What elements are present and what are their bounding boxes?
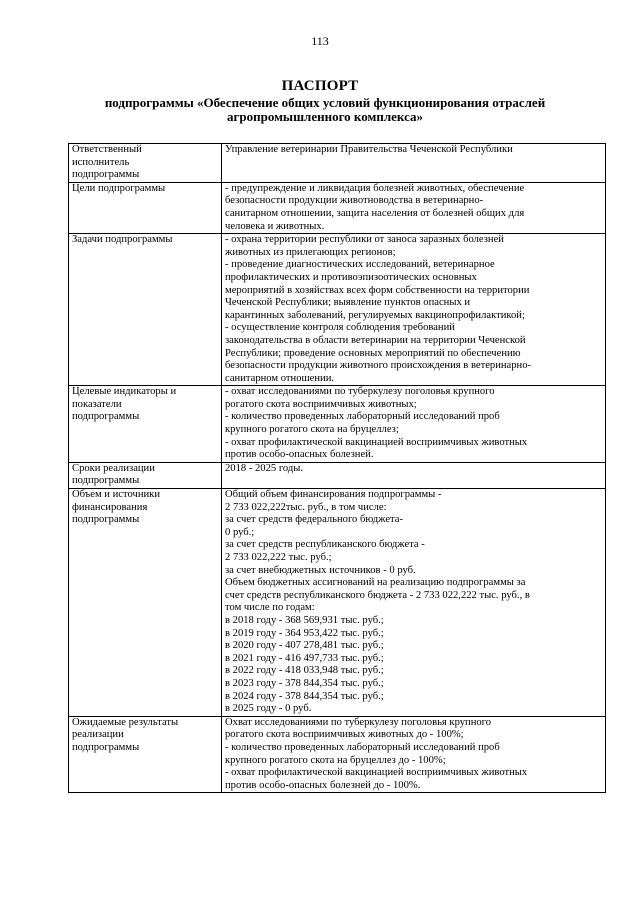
- row-value-line: профилактических и противоэпизоотических основных: [225, 271, 477, 283]
- row-value-line: в 2022 году - 418 033,948 тыс. руб.;: [225, 665, 384, 677]
- row-value-line: за счет внебюджетных источников - 0 руб.: [225, 564, 416, 576]
- row-value-line: в 2018 году - 368 569,931 тыс. руб.;: [225, 614, 384, 626]
- row-label-line: реализации: [72, 729, 124, 741]
- document-title: ПАСПОРТ: [281, 78, 359, 94]
- row-label-line: Объем и источники: [72, 489, 160, 501]
- row-value-cell: [222, 386, 606, 463]
- row-value-line: 0 руб.;: [225, 526, 255, 538]
- row-value-line: - количество проведенных лабораторный исследований проб: [225, 411, 500, 423]
- row-value-line: Объем бюджетных ассигнований на реализацию подпрограммы за: [225, 577, 526, 589]
- row-value-line: Управление ветеринарии Правительства Чеченской Республики: [225, 144, 513, 155]
- row-value-line: в 2021 году - 416 497,733 тыс. руб.;: [225, 652, 384, 664]
- row-value-line: в 2020 году - 407 278,481 тыс. руб.;: [225, 640, 384, 652]
- row-label-line: Ожидаемые результаты: [72, 716, 179, 728]
- row-label-line: исполнитель: [72, 156, 130, 168]
- row-label-cell: [69, 489, 222, 717]
- row-value-line: безопасности продукции животноводства в ветеринарно-: [225, 195, 484, 207]
- row-label-line: подпрограммы: [72, 514, 140, 526]
- row-label-cell: [69, 144, 222, 183]
- row-value-line: за счет средств республиканского бюджета -: [225, 539, 425, 551]
- row-value-line: животных из прилегающих регионов;: [225, 246, 396, 258]
- row-value-line: том числе по годам:: [225, 602, 315, 614]
- row-value-line: в 2023 году - 378 844,354 тыс. руб.;: [225, 677, 384, 689]
- row-label-line: подпрограммы: [72, 475, 140, 487]
- row-value-line: человека и животных.: [225, 220, 325, 232]
- row-value-line: карантинных заболеваний, регулируемых вакцинопрофилактикой;: [225, 309, 525, 321]
- row-value-line: за счет средств федерального бюджета-: [225, 514, 404, 526]
- row-value-line: - охват профилактической вакцинацией восприимчивых животных: [225, 436, 528, 448]
- row-value-line: счет средств республиканского бюджета - 2 733 022,222 тыс. руб., в: [225, 589, 530, 601]
- row-value-line: безопасности продукции животного происхождения в ветеринарно-: [225, 360, 532, 372]
- row-value-line: - предупреждение и ликвидация болезней животных, обеспечение: [225, 182, 525, 194]
- passport-row: [69, 462, 606, 488]
- row-value-line: законодательства в области ветеринарии на территории Чеченской: [225, 334, 526, 346]
- passport-row: [69, 489, 606, 717]
- row-label-line: подпрограммы: [72, 741, 140, 753]
- document-subtitle: [60, 96, 590, 124]
- row-value-cell: [222, 716, 606, 793]
- row-value-line: крупного рогатого скота на бруцеллез до - 100%;: [225, 754, 446, 766]
- row-label-line: финансирования: [72, 501, 148, 513]
- subtitle-line: подпрограммы «Обеспечение общих условий функционирования отраслей: [104, 95, 546, 110]
- row-value-line: против особо-опасных болезней до - 100%.: [225, 779, 421, 791]
- row-value-line: 2 733 022,222тыс. руб., в том числе:: [225, 501, 387, 513]
- passport-row: [69, 386, 606, 463]
- row-value-line: - проведение диагностических исследований, ветеринарное: [225, 259, 495, 271]
- row-value-line: крупного рогатого скота на бруцеллез;: [225, 424, 399, 436]
- row-label-line: показатели: [72, 398, 122, 410]
- passport-row: [69, 182, 606, 233]
- row-value-line: 2018 - 2025 годы.: [225, 462, 304, 474]
- row-value-line: Чеченской Республики; выявление пунктов опасных и: [225, 297, 471, 309]
- row-value-line: санитарном отношении, защита населения от болезней общих для: [225, 207, 525, 219]
- row-value-line: - осуществление контроля соблюдения требований: [225, 322, 455, 334]
- row-label-cell: [69, 234, 222, 386]
- row-value-cell: [222, 462, 606, 488]
- row-value-line: Охват исследованиями по туберкулезу поголовья крупного: [225, 716, 492, 728]
- row-label-line: Сроки реализации: [72, 462, 155, 474]
- row-label-line: подпрограммы: [72, 411, 140, 423]
- row-label-line: Целевые индикаторы и: [72, 386, 177, 398]
- subtitle-line: агропромышленного комплекса»: [226, 109, 424, 124]
- row-value-line: 2 733 022,222 тыс. руб.;: [225, 552, 332, 563]
- row-value-line: против особо-опасных болезней.: [225, 449, 374, 461]
- passport-table: [68, 143, 606, 793]
- row-value-line: рогатого скота восприимчивых животных;: [225, 398, 417, 410]
- row-value-line: мероприятий в хозяйствах всех форм собственности на территории: [225, 284, 530, 296]
- row-value-cell: [222, 182, 606, 233]
- row-label-line: Задачи подпрограммы: [72, 234, 173, 246]
- row-value-line: Общий объем финансирования подпрограммы -: [225, 489, 442, 501]
- row-value-line: - охрана территории республики от заноса заразных болезней: [225, 234, 504, 246]
- row-value-cell: [222, 234, 606, 386]
- passport-row: [69, 234, 606, 386]
- row-value-line: - охват исследованиями по туберкулезу поголовья крупного: [225, 386, 495, 398]
- row-label-line: Ответственный: [72, 144, 142, 155]
- row-label-line: Цели подпрограммы: [72, 182, 166, 194]
- row-value-cell: [222, 489, 606, 717]
- row-label-line: подпрограммы: [72, 169, 140, 181]
- row-label-cell: [69, 716, 222, 793]
- row-value-line: в 2019 году - 364 953,422 тыс. руб.;: [225, 627, 384, 639]
- passport-row: [69, 144, 606, 183]
- row-value-line: в 2024 году - 378 844,354 тыс. руб.;: [225, 690, 384, 702]
- row-label-cell: [69, 386, 222, 463]
- row-value-line: санитарном отношении.: [225, 372, 335, 384]
- row-value-line: - количество проведенных лабораторный исследований проб: [225, 741, 500, 753]
- passport-row: [69, 716, 606, 793]
- passport-table-body: [69, 144, 606, 793]
- row-value-line: - охват профилактической вакцинацией восприимчивых животных: [225, 767, 528, 779]
- row-value-line: в 2025 году - 0 руб.: [225, 703, 312, 715]
- row-value-line: рогатого скота восприимчивых животных до - 100%;: [225, 729, 464, 741]
- row-label-cell: [69, 462, 222, 488]
- row-label-cell: [69, 182, 222, 233]
- row-value-cell: [222, 144, 606, 183]
- page-number: 113: [311, 34, 329, 48]
- row-value-line: Республики; проведение основных мероприятий по обеспечению: [225, 347, 521, 359]
